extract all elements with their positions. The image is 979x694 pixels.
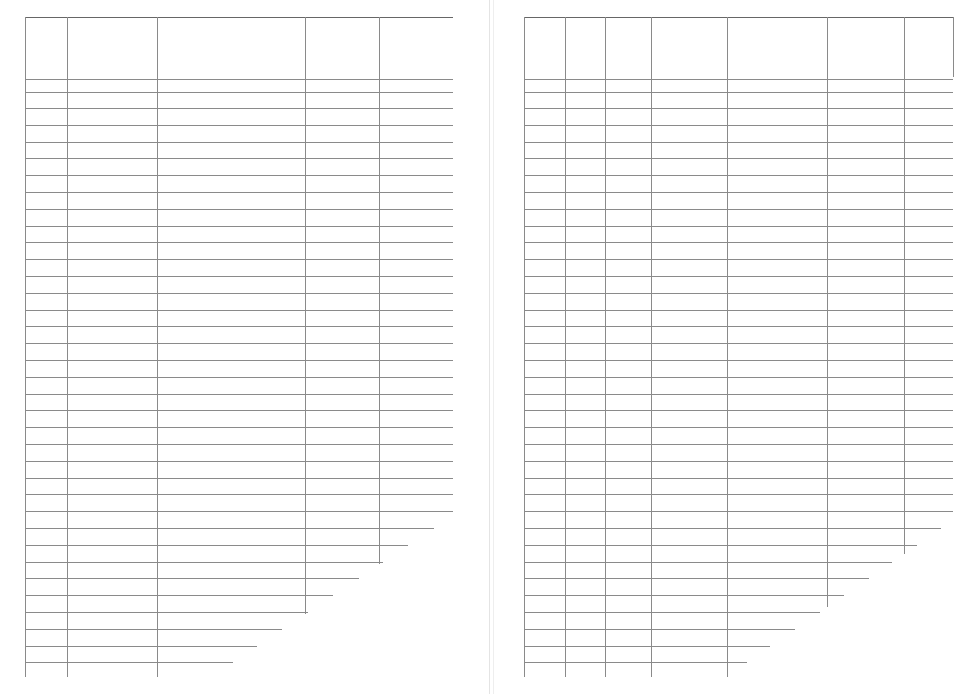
right-table-row-rule — [524, 343, 953, 344]
right-table-header-col-7 — [567, 19, 603, 77]
left-table-header-col-1 — [27, 19, 65, 77]
left-table-top-rule — [25, 17, 453, 18]
left-table-row-rule — [25, 259, 453, 260]
left-table-row-rule — [25, 158, 453, 159]
right-table-row-rule — [524, 562, 892, 563]
left-table-row-rule — [25, 343, 453, 344]
left-table-row-rule — [25, 394, 453, 395]
right-table-row-rule — [524, 175, 953, 176]
right-table-row-rule — [524, 444, 953, 445]
page-edge-left — [489, 0, 490, 694]
left-table-outer-left — [25, 17, 26, 677]
left-table-col-number-2 — [67, 80, 157, 92]
right-table-col-number-12 — [904, 80, 953, 92]
left-table-col-number-4 — [305, 80, 379, 92]
left-table-row-rule — [25, 326, 453, 327]
left-table-header-col-2 — [69, 19, 155, 77]
right-table-header-col-11 — [829, 19, 902, 77]
left-table-row-rule — [25, 511, 453, 512]
right-table-column-divider — [727, 17, 728, 677]
right-table-col-number-10 — [727, 80, 827, 92]
left-table-row-rule — [25, 662, 233, 663]
left-table-row-rule — [25, 125, 453, 126]
left-table-row-rule — [25, 545, 408, 546]
left-table-row-rule — [25, 410, 453, 411]
left-table-col-number-3 — [157, 80, 305, 92]
right-table-column-divider — [651, 17, 652, 677]
left-table-number-rule — [25, 92, 453, 93]
right-table-row-rule — [524, 276, 953, 277]
right-table-row-rule — [524, 612, 820, 613]
right-table-row-rule — [524, 528, 941, 529]
right-table-row-rule — [524, 142, 953, 143]
right-table-row-rule — [524, 646, 770, 647]
right-table-number-rule — [524, 92, 953, 93]
right-table-row-rule — [524, 662, 747, 663]
left-table-row-rule — [25, 192, 453, 193]
left-table-row-rule — [25, 242, 453, 243]
right-table-row-rule — [524, 192, 953, 193]
right-table-row-rule — [524, 427, 953, 428]
right-table-row-rule — [524, 511, 953, 512]
right-table-col-number-11 — [827, 80, 904, 92]
right-table-row-rule — [524, 310, 953, 311]
left-table-row-rule — [25, 595, 333, 596]
right-table-col-number-7 — [565, 80, 605, 92]
left-table-column-divider — [305, 17, 306, 614]
right-table-row-rule — [524, 158, 953, 159]
left-table-row-rule — [25, 209, 453, 210]
right-table-row-rule — [524, 360, 953, 361]
left-table-row-rule — [25, 646, 257, 647]
right-table-row-rule — [524, 595, 844, 596]
left-table-column-divider — [67, 17, 68, 677]
left-table-row-rule — [25, 427, 453, 428]
right-table-header-col-6 — [526, 19, 563, 77]
left-table-col-number-1 — [25, 80, 67, 92]
right-table-row-rule — [524, 108, 953, 109]
left-table-row-rule — [25, 494, 453, 495]
left-table-row-rule — [25, 377, 453, 378]
left-table-row-rule — [25, 444, 453, 445]
left-table-row-rule — [25, 461, 453, 462]
left-table-column-divider — [379, 17, 380, 564]
right-table-row-rule — [524, 394, 953, 395]
right-table-row-rule — [524, 209, 953, 210]
left-table-row-rule — [25, 108, 453, 109]
left-table-col-number-5 — [379, 80, 453, 92]
right-table-header-col-10 — [729, 19, 825, 77]
left-table-header-col-4 — [307, 19, 377, 77]
right-table-row-rule — [524, 494, 953, 495]
right-table-col-number-6 — [524, 80, 565, 92]
right-table-row-rule — [524, 478, 953, 479]
left-table-header-col-3 — [159, 19, 303, 77]
page-edge-right — [493, 0, 494, 694]
left-table-row-rule — [25, 142, 453, 143]
right-table-row-rule — [524, 545, 917, 546]
right-table-row-rule — [524, 242, 953, 243]
left-table-row-rule — [25, 629, 282, 630]
right-table-row-rule — [524, 326, 953, 327]
right-table-row-rule — [524, 259, 953, 260]
left-table-row-rule — [25, 175, 453, 176]
left-table-row-rule — [25, 293, 453, 294]
right-table-column-divider — [827, 17, 828, 607]
right-table-top-rule — [524, 17, 953, 18]
right-table-col-number-8 — [605, 80, 651, 92]
right-table-row-rule — [524, 293, 953, 294]
left-table-row-rule — [25, 562, 383, 563]
right-table-column-divider — [565, 17, 566, 677]
left-table-row-rule — [25, 578, 359, 579]
left-table-row-rule — [25, 310, 453, 311]
right-table-col-number-9 — [651, 80, 727, 92]
right-table-row-rule — [524, 226, 953, 227]
right-table-row-rule — [524, 125, 953, 126]
right-table-column-divider — [904, 17, 905, 554]
right-table-row-rule — [524, 410, 953, 411]
left-table-header-col-5 — [381, 19, 451, 77]
left-table-row-rule — [25, 226, 453, 227]
right-table-header-col-8 — [607, 19, 649, 77]
right-table-row-rule — [524, 377, 953, 378]
right-table-row-rule — [524, 578, 869, 579]
right-table-column-divider — [605, 17, 606, 677]
right-table-outer-right — [953, 17, 954, 77]
right-table-row-rule — [524, 461, 953, 462]
left-table-row-rule — [25, 276, 453, 277]
right-table-header-col-9 — [653, 19, 725, 77]
right-table-outer-left — [524, 17, 525, 677]
right-table-header-col-12 — [906, 19, 951, 77]
left-table-row-rule — [25, 478, 453, 479]
left-table-row-rule — [25, 528, 434, 529]
left-table-column-divider — [157, 17, 158, 677]
left-table-row-rule — [25, 360, 453, 361]
